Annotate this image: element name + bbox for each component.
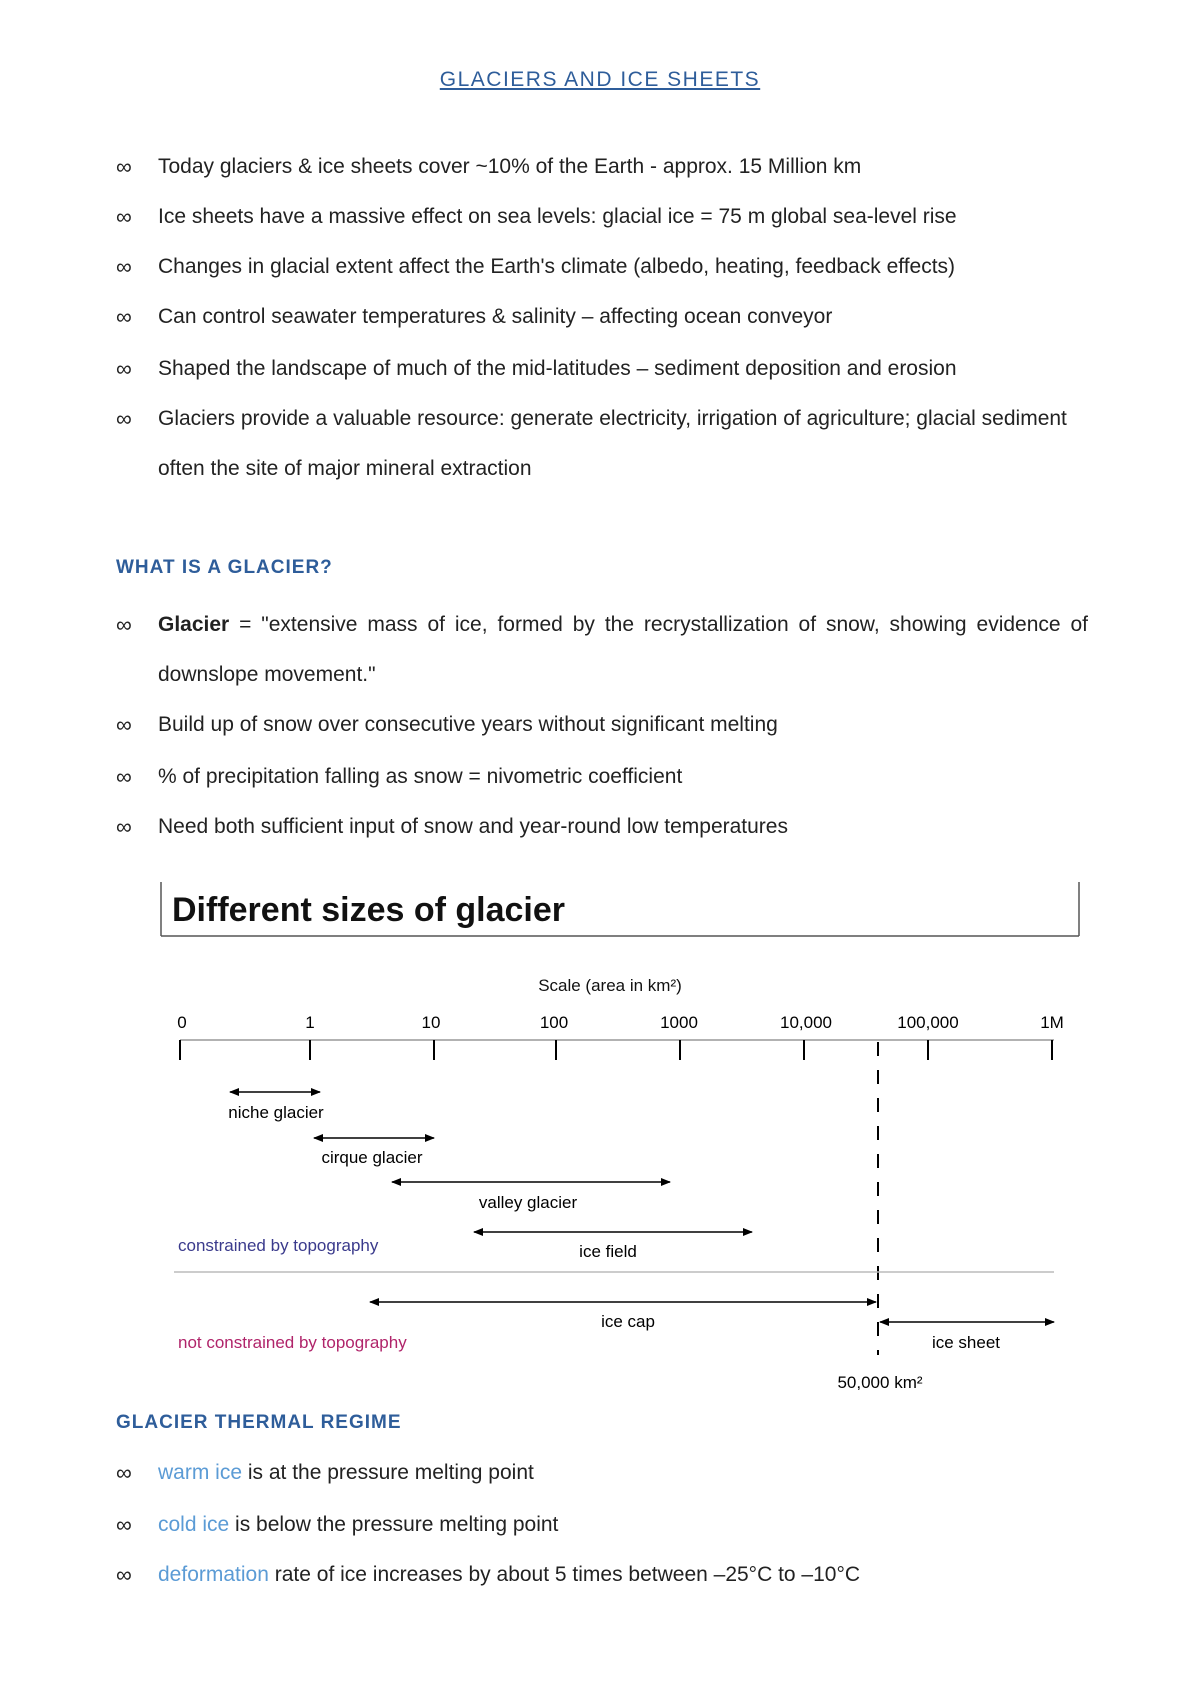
range-label-ice-field: ice field bbox=[579, 1242, 637, 1261]
intro-bullet: Glaciers provide a valuable resource: generate electricity, irrigation of agriculture; glacial sediment often the site of major mineral extraction bbox=[158, 407, 1067, 480]
intro-bullet: Ice sheets have a massive effect on sea levels: glacial ice = 75 m global sea-level rise bbox=[158, 205, 957, 228]
scale-label: Scale (area in km²) bbox=[538, 976, 682, 995]
bullet-icon: ∞ bbox=[116, 814, 132, 839]
bullet-icon: ∞ bbox=[116, 1562, 132, 1587]
threshold-label: 50,000 km² bbox=[837, 1373, 923, 1390]
bullet-icon: ∞ bbox=[116, 764, 132, 789]
thermal-bullet bbox=[158, 1562, 860, 1588]
bullet-icon: ∞ bbox=[116, 304, 132, 329]
bullet-icon: ∞ bbox=[116, 612, 132, 637]
section-heading-what-is: WHAT IS A GLACIER? bbox=[116, 557, 333, 578]
tick-label: 1000 bbox=[660, 1013, 698, 1032]
range-label-ice-sheet: ice sheet bbox=[931, 1333, 1001, 1352]
range-label-niche: niche glacier bbox=[228, 1103, 324, 1122]
term-deformation: deformation bbox=[158, 1563, 269, 1586]
bullet-icon: ∞ bbox=[116, 406, 132, 431]
tick-label: 1 bbox=[305, 1013, 315, 1032]
bullet-icon: ∞ bbox=[116, 254, 132, 279]
range-label-ice-cap: ice cap bbox=[601, 1312, 655, 1331]
what-is-bullet: Build up of snow over consecutive years without significant melting bbox=[158, 713, 778, 736]
term-warm-ice: warm ice bbox=[158, 1461, 243, 1484]
glacier-size-diagram bbox=[160, 870, 1080, 1390]
bullet-icon: ∞ bbox=[116, 204, 132, 229]
range-label-valley: valley glacier bbox=[478, 1193, 578, 1212]
constrained-label: constrained by topography bbox=[178, 1236, 379, 1255]
intro-bullet: Shaped the landscape of much of the mid-latitudes – sediment deposition and erosion bbox=[158, 357, 957, 380]
tick-label: 100,000 bbox=[897, 1013, 959, 1032]
thermal-bullet bbox=[158, 1512, 558, 1538]
glacier-definition-text: = "extensive mass of ice, formed by the recrystallization of snow, showing evidence of downslope movement." bbox=[158, 613, 1088, 686]
bullet-icon: ∞ bbox=[116, 1460, 132, 1485]
section-heading-thermal: GLACIER THERMAL REGIME bbox=[116, 1412, 402, 1433]
what-is-bullet: % of precipitation falling as snow = nivometric coefficient bbox=[158, 765, 683, 788]
range-label-cirque: cirque glacier bbox=[321, 1148, 423, 1167]
tick-label: 100 bbox=[539, 1013, 569, 1032]
intro-bullet: Today glaciers & ice sheets cover ~10% of the Earth - approx. 15 Million km bbox=[158, 155, 862, 178]
what-is-bullet: Need both sufficient input of snow and year-round low temperatures bbox=[158, 815, 788, 838]
tick-label: 10,000 bbox=[780, 1013, 832, 1032]
tick-label: 10 bbox=[421, 1013, 441, 1032]
intro-bullet: Changes in glacial extent affect the Earth's climate (albedo, heating, feedback effects) bbox=[158, 255, 956, 278]
tick-label: 1M bbox=[1040, 1013, 1064, 1032]
term-cold-ice: cold ice bbox=[158, 1513, 230, 1536]
thermal-bullet-text: rate of ice increases by about 5 times between –25°C to –10°C bbox=[268, 1563, 861, 1586]
intro-bullet: Can control seawater temperatures & salinity – affecting ocean conveyor bbox=[158, 305, 833, 328]
diagram-heading: Different sizes of glacier bbox=[172, 891, 566, 929]
page-title: GLACIERS AND ICE SHEETS bbox=[439, 68, 761, 91]
thermal-bullet-text: is below the pressure melting point bbox=[229, 1513, 559, 1536]
thermal-bullet bbox=[158, 1460, 534, 1486]
tick-label: 0 bbox=[177, 1013, 187, 1032]
bullet-icon: ∞ bbox=[116, 1512, 132, 1537]
glacier-term: Glacier bbox=[158, 613, 230, 636]
bullet-icon: ∞ bbox=[116, 356, 132, 381]
thermal-bullet-text: is at the pressure melting point bbox=[242, 1461, 534, 1484]
bullet-icon: ∞ bbox=[116, 712, 132, 737]
bullet-icon: ∞ bbox=[116, 154, 132, 179]
glacier-definition bbox=[158, 600, 1088, 700]
glacier-size-diagram-svg bbox=[160, 870, 1080, 1390]
not-constrained-label: not constrained by topography bbox=[178, 1333, 407, 1352]
